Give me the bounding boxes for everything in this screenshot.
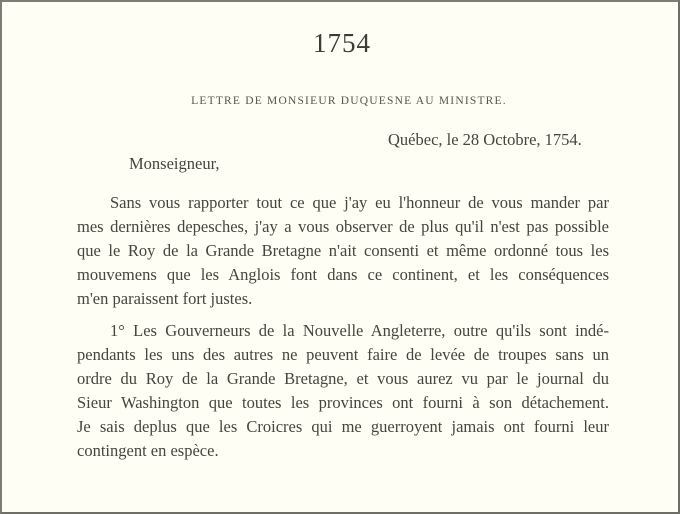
text-line: Sieur Washington que toutes les provinces ont fourni à son détachement. bbox=[77, 393, 609, 412]
text-line: m'en paraissent fort justes. bbox=[77, 289, 253, 308]
text-line: 1° Les Gouverneurs de la Nouvelle Angleterre, outre qu'ils sont indé- bbox=[110, 321, 609, 340]
page-number: 1754 bbox=[313, 28, 371, 58]
text-line: mes dernières depesches, j'ay a vous observer de plus qu'il n'est pas possible bbox=[77, 217, 609, 236]
salutation: Monseigneur, bbox=[129, 154, 220, 173]
text-line: Je sais deplus que les Croicres qui me guerroyent jamais ont fourni leur bbox=[77, 417, 609, 436]
text-line: contingent en espèce. bbox=[77, 441, 219, 460]
text-line: ordre du Roy de la Grande Bretagne, et vous aurez vu par le journal du bbox=[77, 369, 609, 388]
text-line: pendants les uns des autres ne peuvent faire de levée de troupes sans un bbox=[77, 345, 609, 364]
letter-title: LETTRE DE MONSIEUR DUQUESNE AU MINISTRE. bbox=[191, 95, 507, 107]
text-line: mouvemens que les Anglois font dans ce continent, et les conséquences bbox=[77, 265, 609, 284]
text-line: que le Roy de la Grande Bretagne n'ait consenti et même ordonné tous les bbox=[77, 241, 609, 260]
text-line: Sans vous rapporter tout ce que j'ay eu l'honneur de vous mander par bbox=[110, 193, 609, 212]
dateline: Québec, le 28 Octobre, 1754. bbox=[388, 130, 582, 149]
